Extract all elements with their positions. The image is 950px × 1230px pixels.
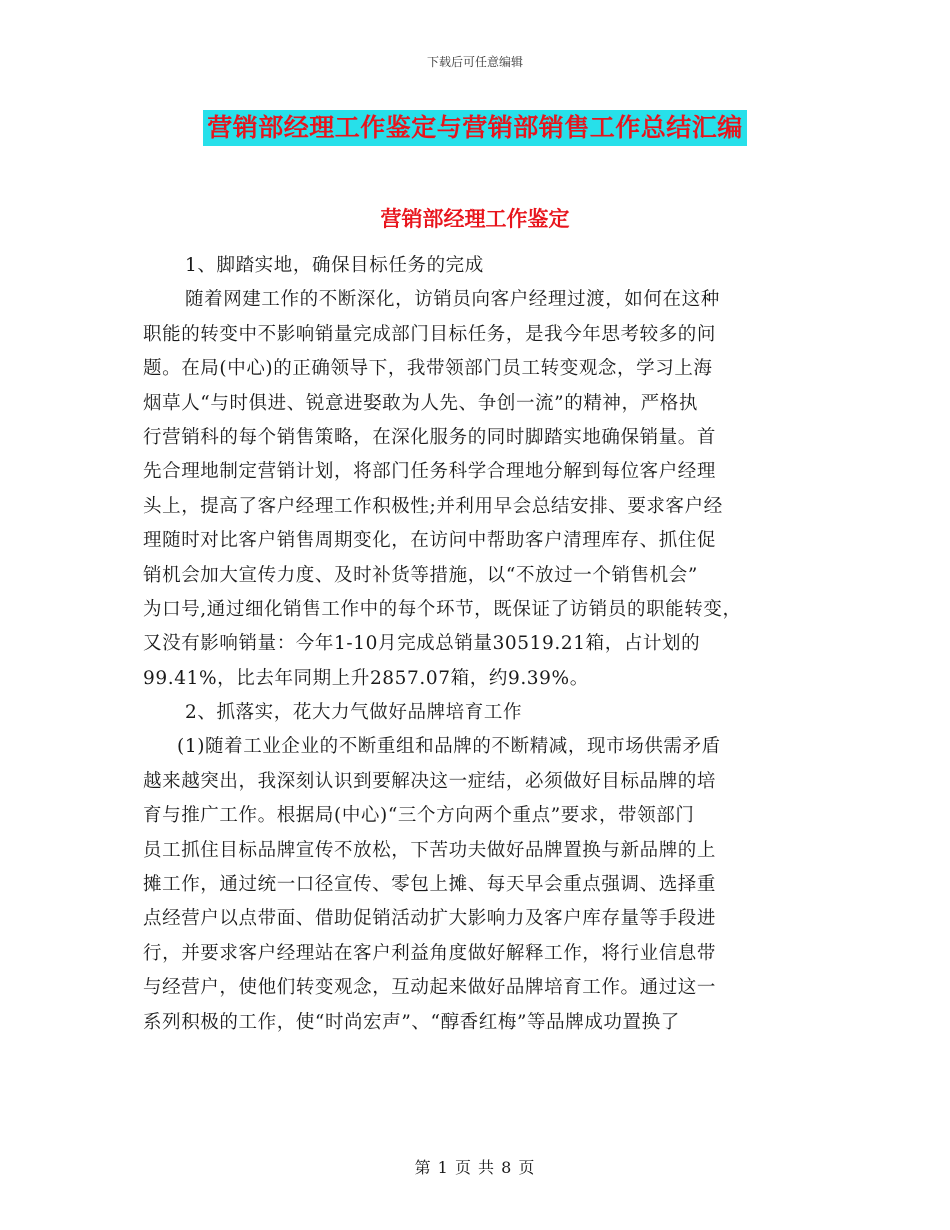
text-line: 99.41%，比去年同期上升2857.07箱，约9.39%。: [143, 667, 589, 689]
text-line: 行，并要求客户经理站在客户利益角度做好解释工作，将行业信息带: [143, 942, 717, 964]
text-line: 与经营户，使他们转变观念，互动起来做好品牌培育工作。通过这一: [143, 977, 717, 999]
text-line: 为口号,通过细化销售工作中的每个环节，既保证了访销员的职能转变，: [143, 598, 742, 620]
text-line: 员工抓住目标品牌宣传不放松，下苦功夫做好品牌置换与新品牌的上: [143, 839, 717, 861]
text-line: 销机会加大宣传力度、及时补货等措施，以“不放过一个销售机会”: [143, 564, 698, 586]
text-line: 越来越突出，我深刻认识到要解决这一症结，必须做好目标品牌的培: [143, 770, 717, 792]
text-line: 随着网建工作的不断深化，访销员向客户经理过渡，如何在这种: [185, 289, 720, 311]
paragraph-heading: 2、抓落实，花大力气做好品牌培育工作: [185, 702, 523, 724]
main-title-wrap: [0, 110, 950, 146]
text-line: 又没有影响销量：今年1-10月完成总销量30519.21箱，占计划的: [143, 633, 701, 655]
text-line: 头上，提高了客户经理工作积极性;并利用早会总结安排、要求客户经: [143, 495, 723, 517]
text-line: 系列积极的工作，使“时尚宏声”、“醇香红梅”等品牌成功置换了: [143, 1011, 680, 1033]
text-line: 行营销科的每个销售策略，在深化服务的同时脚踏实地确保销量。首: [143, 426, 717, 448]
text-line: 题。在局(中心)的正确领导下，我带领部门员工转变观念，学习上海: [143, 358, 713, 380]
text-line: 点经营户以点带面、借助促销活动扩大影响力及客户库存量等手段进: [143, 908, 717, 930]
body-text: [143, 249, 813, 1040]
text-line: 职能的转变中不影响销量完成部门目标任务，是我今年思考较多的问: [143, 323, 717, 345]
main-title: 营销部经理工作鉴定与营销部销售工作总结汇编: [203, 110, 747, 146]
text-line: 理随时对比客户销售周期变化，在访问中帮助客户清理库存、抓住促: [143, 530, 717, 552]
header-note: 下载后可任意编辑: [426, 55, 523, 69]
text-line: 烟草人“与时俱进、锐意进娶敢为人先、争创一流”的精神，严格执: [143, 392, 698, 414]
section-title: 营销部经理工作鉴定: [380, 206, 570, 231]
text-line: 育与推广工作。根据局(中心)“三个方向两个重点”要求，带领部门: [143, 805, 695, 827]
text-line: (1)随着工业企业的不断重组和品牌的不断精减，现市场供需矛盾: [177, 736, 721, 758]
paragraph-heading: 1、脚踏实地，确保目标任务的完成: [185, 255, 484, 276]
page-footer: 第 1 页 共 8 页: [414, 1158, 536, 1177]
text-line: 先合理地制定营销计划，将部门任务科学合理地分解到每位客户经理: [143, 461, 717, 483]
text-line: 摊工作，通过统一口径宣传、零包上摊、每天早会重点强调、选择重: [143, 874, 717, 896]
